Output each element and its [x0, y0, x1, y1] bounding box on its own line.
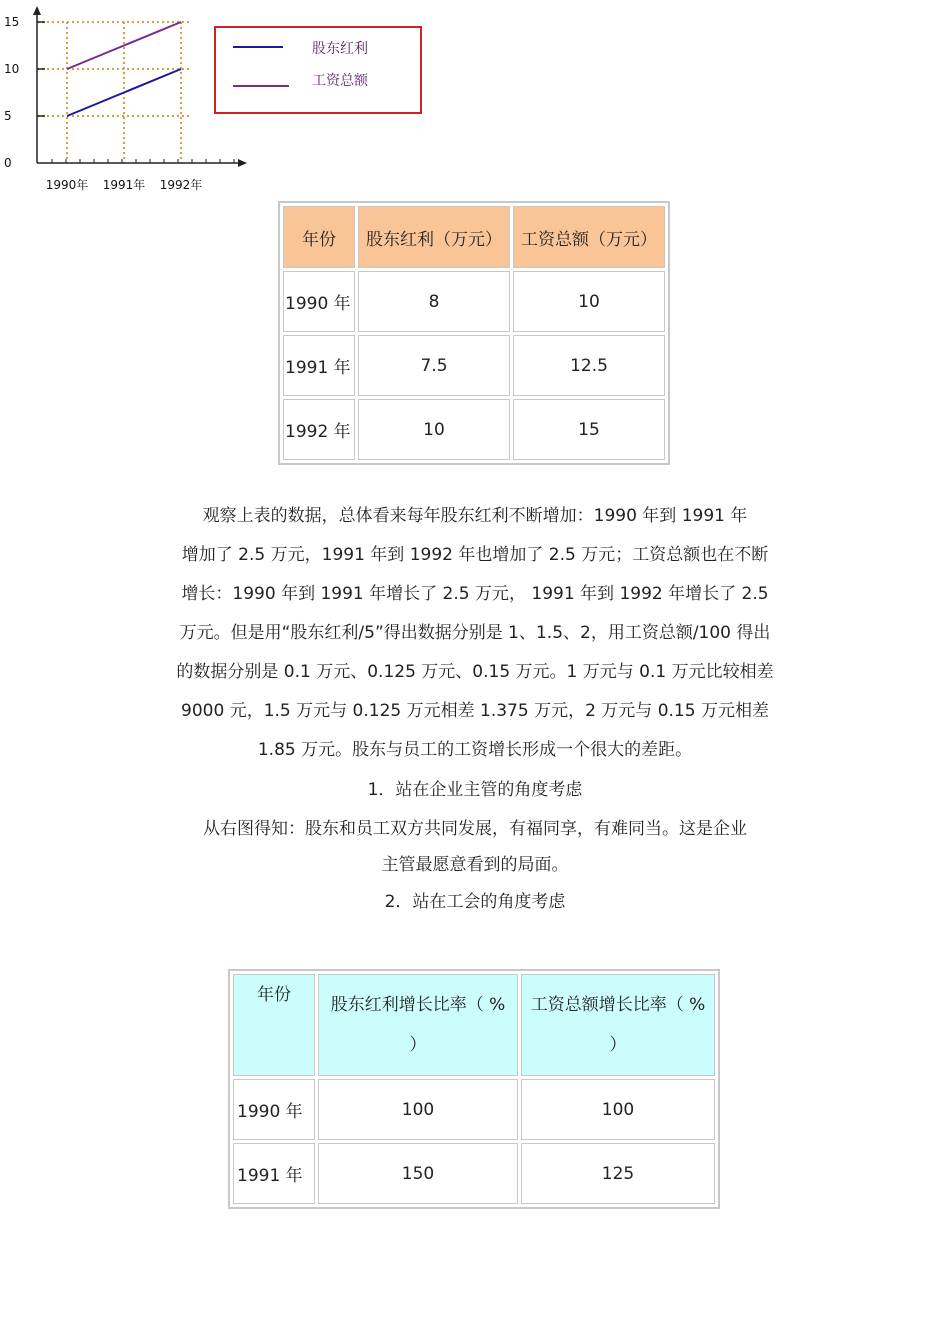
legend-box: [215, 27, 421, 113]
paragraph-line: 1.85 万元。股东与员工的工资增长形成一个很大的差距。: [257, 740, 693, 760]
header-text: 工资总额增长比率（ %: [530, 995, 706, 1015]
cell-year: 1990 年: [283, 271, 355, 332]
header-dividend: 股东红利（万元）: [358, 206, 510, 268]
y-tick-label: 0: [4, 156, 12, 170]
cell-year: 1992 年: [283, 399, 355, 460]
table-row: [283, 271, 665, 332]
x-tick-label: 1991年: [102, 178, 146, 192]
legend-label-wage: 工资总额: [312, 73, 368, 89]
header-wage-growth: [521, 974, 715, 1076]
chart-ticks: [4, 15, 234, 192]
x-axis-arrow-icon: [238, 159, 247, 167]
dividend-wage-table: [278, 201, 670, 465]
cell-dividend: 7.5: [358, 335, 510, 396]
manager-paragraph: [140, 811, 810, 883]
y-tick-label: 15: [4, 15, 20, 29]
heading-union-perspective: 2．站在工会的角度考虑: [384, 892, 566, 912]
heading-manager-perspective: 1．站在企业主管的角度考虑: [367, 780, 583, 800]
y-axis-arrow-icon: [33, 6, 41, 15]
cell-dividend: 8: [358, 271, 510, 332]
cell-dividend: 10: [358, 399, 510, 460]
analysis-paragraph: [140, 497, 810, 770]
cell-wage: 12.5: [513, 335, 665, 396]
paragraph-line: 的数据分别是 0.1 万元、0.125 万元、0.15 万元。1 万元与 0.1 万元比较相差: [176, 662, 774, 682]
paragraph-line: 9000 元，1.5 万元与 0.125 万元相差 1.375 万元，2 万元与 0.15 万元相差: [181, 701, 769, 721]
chart-gridlines: [37, 22, 189, 163]
cell-dividend-growth: 100: [318, 1079, 518, 1140]
header-text: ）: [609, 1035, 627, 1055]
header-wage: 工资总额（万元）: [513, 206, 665, 268]
paragraph-line: 主管最愿意看到的局面。: [381, 855, 569, 875]
header-text: 股东红利增长比率（ %: [330, 995, 506, 1015]
table-row: [283, 399, 665, 460]
table-header-row: [233, 974, 715, 1076]
x-tick-label: 1990年: [45, 178, 89, 192]
cell-wage: 10: [513, 271, 665, 332]
paragraph-line: 增加了 2.5 万元，1991 年到 1992 年也增加了 2.5 万元；工资总额也在不断: [181, 545, 769, 565]
cell-wage: 15: [513, 399, 665, 460]
cell-wage-growth: 125: [521, 1143, 715, 1204]
header-year: 年份: [283, 206, 355, 268]
cell-year: 1991 年: [283, 335, 355, 396]
cell-year: 1990 年: [233, 1079, 315, 1140]
y-tick-label: 10: [4, 62, 20, 76]
paragraph-line: 从右图得知：股东和员工双方共同发展，有福同享，有难同当。这是企业: [203, 819, 747, 839]
y-tick-label: 5: [4, 109, 12, 123]
cell-year: 1991 年: [233, 1143, 315, 1204]
line-chart: [0, 0, 368, 200]
legend-label-dividend: 股东红利: [312, 41, 368, 57]
chart-legend: [215, 27, 421, 113]
header-dividend-growth: [318, 974, 518, 1076]
header-year: 年份: [233, 974, 315, 1076]
table-row: [283, 335, 665, 396]
paragraph-line: 增长：1990 年到 1991 年增长了 2.5 万元， 1991 年到 1992 年增长了 2.5: [181, 584, 769, 604]
table-header-row: [283, 206, 665, 268]
paragraph-line: 观察上表的数据，总体看来每年股东红利不断增加：1990 年到 1991 年: [202, 506, 748, 526]
cell-dividend-growth: 150: [318, 1143, 518, 1204]
x-tick-label: 1992年: [159, 178, 203, 192]
cell-wage-growth: 100: [521, 1079, 715, 1140]
table-row: [233, 1079, 715, 1140]
growth-rate-table: [228, 969, 720, 1209]
header-text: ）: [409, 1035, 427, 1055]
paragraph-line: 万元。但是用“股东红利/5”得出数据分别是 1、1.5、2，用工资总额/100 得出: [179, 623, 771, 643]
table-row: [233, 1143, 715, 1204]
